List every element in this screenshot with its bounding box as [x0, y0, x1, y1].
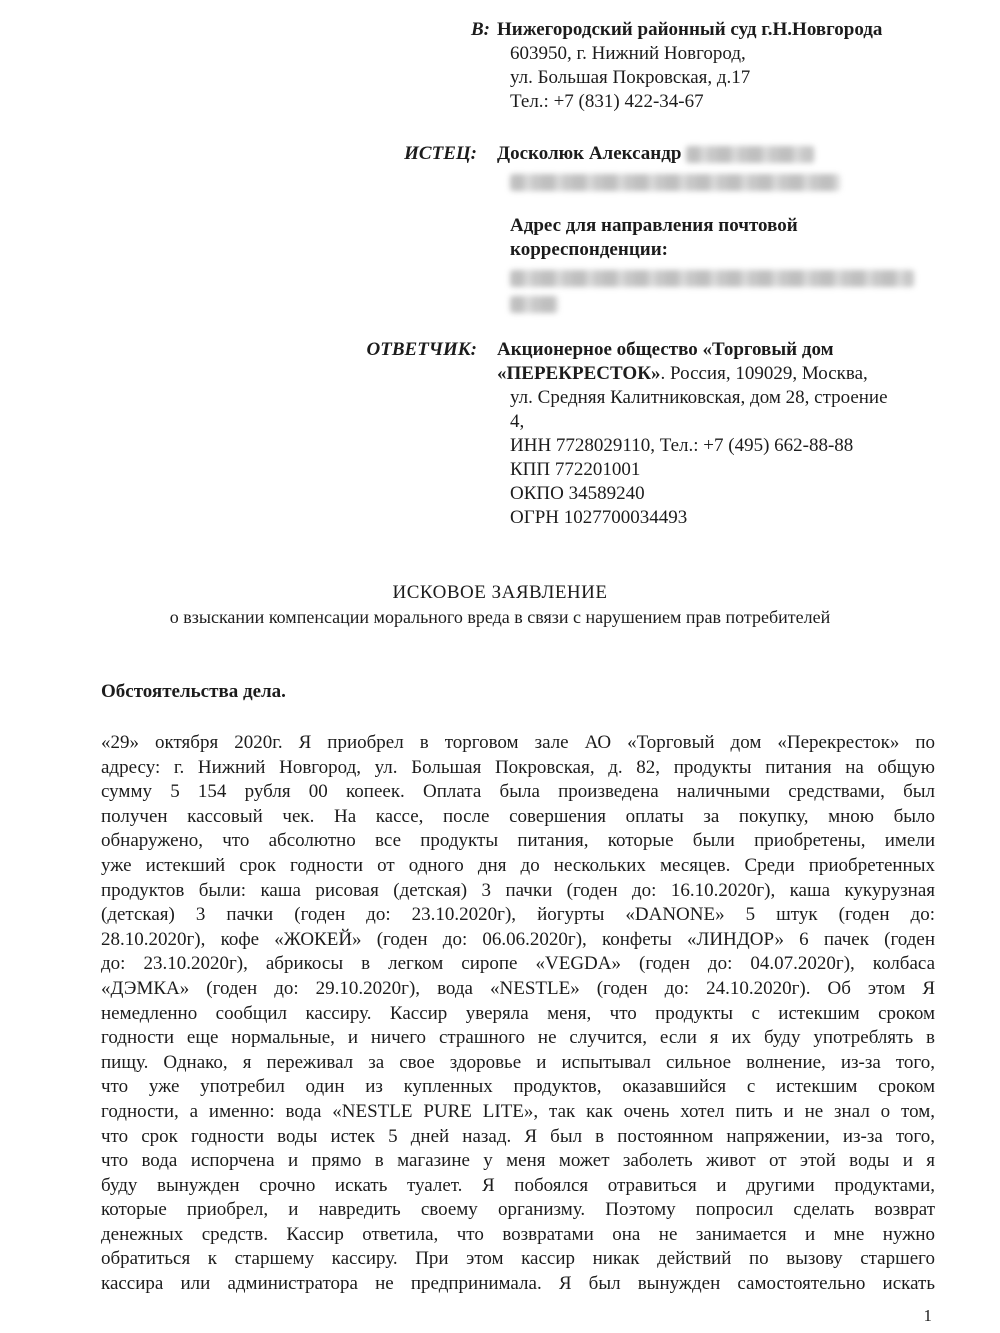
- body-line: «29» октября 2020г. Я приобрел в торговом зале АО «Торговый дом «Перекресток» по: [101, 732, 935, 753]
- body-paragraph: [101, 731, 935, 1297]
- defendant-inn: ИНН 7728029110, Тел.: +7 (495) 662-88-88: [510, 435, 854, 456]
- body-line: сумму 5 154 рубля 00 копеек. Оплата была произведена наличными средствами, был: [101, 781, 935, 803]
- postal-address-label: корреспонденции:: [510, 239, 668, 260]
- body-line: обратиться к старшему кассиру. При этом кассир никак действий по вызову старшего: [101, 1248, 935, 1270]
- court-name: Нижегородский районный суд г.Н.Новгорода: [497, 19, 883, 40]
- body-line: годности, а именно: вода «NESTLE PURE LITE», так как очень хотел пить и не знал о том,: [101, 1100, 935, 1122]
- body-line: кассира или администратора не предпринимала. Я был вынужден самостоятельно искать: [101, 1273, 935, 1295]
- section-heading: Обстоятельства дела.: [101, 681, 286, 702]
- document-subtitle: о взыскании компенсации морального вреда в связи с нарушением прав потребителей: [169, 607, 831, 627]
- defendant-label: ОТВЕТЧИК:: [366, 339, 477, 360]
- plaintiff-label: ИСТЕЦ:: [404, 143, 477, 164]
- court-phone: Тел.: +7 (831) 422-34-67: [510, 91, 704, 112]
- body-line: «ДЭМКА» (годен до: 29.10.2020г), вода «NESTLE» (годен до: 24.10.2020г). Об этом Я: [101, 977, 935, 999]
- body-line: до: 23.10.2020г), абрикосы в легком сиропе «VEGDA» (годен до: 04.07.2020г), колбаса: [101, 953, 935, 975]
- defendant-ogrn: ОГРН 1027700034493: [510, 507, 688, 528]
- court-label: В:: [471, 19, 490, 40]
- body-line: что вода испорчена и прямо в магазине у меня может заболеть живот от этой воды и я: [101, 1150, 935, 1172]
- postal-address-label: Адрес для направления почтовой: [510, 215, 798, 236]
- redacted-patronymic: [686, 146, 814, 163]
- redacted-postal-address: [510, 296, 558, 313]
- body-line: которые приобрел, и навредить своему организму. Поэтому попросил сделать возврат: [101, 1199, 935, 1221]
- body-line: уже истекший срок годности от одного дня до нескольких месяцев. Среди приобретенных: [101, 854, 935, 876]
- court-address-line: 603950, г. Нижний Новгород,: [510, 43, 746, 64]
- document-title: ИСКОВОЕ ЗАЯВЛЕНИЕ: [392, 582, 608, 603]
- redacted-postal-address: [510, 270, 914, 287]
- body-line: немедленно сообщил кассиру. Кассир уверяла меня, что продукты с истекшим сроком: [101, 1002, 935, 1024]
- body-line: пищу. Однако, я переживал за свое здоровье и испытывал сильное волнение, из-за того,: [101, 1051, 935, 1073]
- redacted-address: [510, 174, 840, 191]
- defendant-name: Акционерное общество «Торговый дом: [497, 339, 834, 360]
- defendant-name-brand: «ПЕРЕКРЕСТОК»: [497, 363, 661, 384]
- defendant-address-line: ул. Средняя Калитниковская, дом 28, строение: [510, 387, 888, 408]
- body-line: буду вынужден срочно искать туалет. Я побоялся отравиться и другими продуктами,: [101, 1174, 935, 1196]
- defendant-address-start: . Россия, 109029, Москва,: [660, 363, 868, 384]
- body-line: что уже употребил один из купленных продуктов, оказавшийся с истекшим сроком: [101, 1076, 935, 1098]
- defendant-okpo: ОКПО 34589240: [510, 483, 645, 504]
- body-line: денежных средств. Кассир ответила, что возвратами она не занимается и мне нужно: [101, 1223, 935, 1245]
- body-line: годности еще нормальные, и ничего страшного не случится, если я их буду употреблять в: [101, 1027, 935, 1049]
- body-line: обнаружено, что абсолютно все продукты питания, которые были приобретены, имели: [101, 830, 935, 852]
- plaintiff-name: Досколюк Александр: [497, 143, 682, 164]
- body-line: продуктов были: каша рисовая (детская) 3 пачки (годен до: 16.10.2020г), каша кукурузная: [101, 879, 935, 901]
- defendant-address-line: 4,: [510, 411, 525, 432]
- defendant-kpp: КПП 772201001: [510, 459, 641, 480]
- body-line: 28.10.2020г), кофе «ЖОКЕЙ» (годен до: 06.06.2020г), конфеты «ЛИНДОР» 6 пачек (годен: [101, 928, 935, 950]
- body-line: адресу: г. Нижний Новгород, ул. Большая Покровская, д. 82, продукты питания на общую: [101, 756, 935, 778]
- page-number: 1: [923, 1306, 932, 1325]
- court-address-line: ул. Большая Покровская, д.17: [510, 67, 751, 88]
- body-line: получен кассовый чек. На кассе, после совершения оплаты за покупку, мною было: [101, 805, 935, 827]
- body-line: что срок годности воды истек 5 дней назад. Я был в постоянном напряжении, из-за того,: [101, 1125, 935, 1147]
- body-line: (детская) 3 пачки (годен до: 23.10.2020г), йогурты «DANONE» 5 штук (годен до:: [101, 904, 935, 926]
